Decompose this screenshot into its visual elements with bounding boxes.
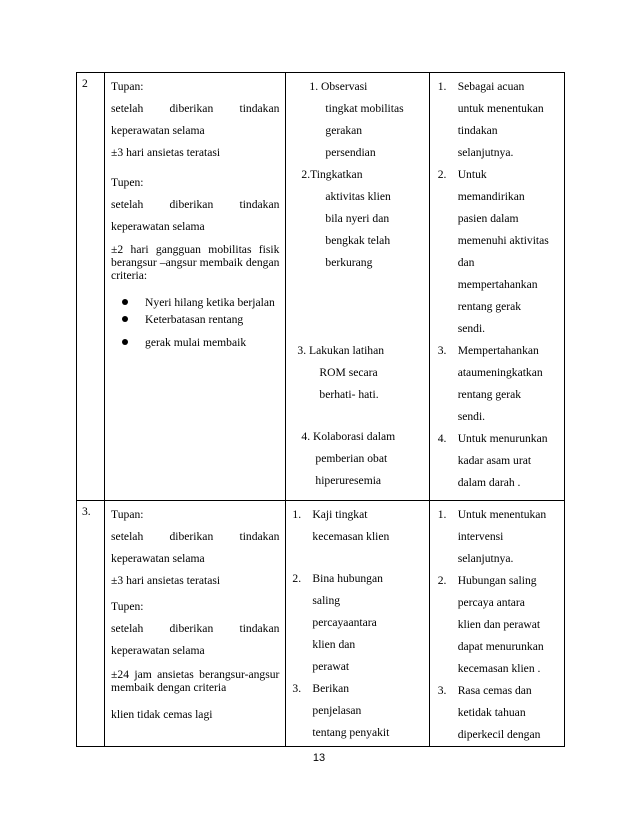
intervention-item: 2.Tingkatkan: [301, 168, 363, 181]
rationale-line: kadar asam urat: [457, 454, 532, 467]
row-number-cell: [77, 501, 105, 747]
intervention-cell: [286, 501, 429, 747]
intervention-line: bengkak telah: [325, 234, 391, 247]
list-item: Keterbatasan rentang: [145, 313, 279, 326]
intervention-line: saling: [312, 594, 341, 607]
rationale-cell: [429, 73, 564, 501]
intervention-line: percayaantara: [312, 616, 377, 629]
rationale-line: rentang gerak: [457, 388, 522, 401]
rationale-line: ataumeningkatkan: [457, 366, 543, 379]
bullet-icon: [122, 299, 128, 305]
tupan-line: ±3 hari ansietas teratasi: [111, 574, 221, 587]
intervention-item: 4. Kolaborasi dalam: [301, 430, 396, 443]
intervention-line: hiperuresemia: [315, 474, 382, 487]
intervention-line: kecemasan klien: [312, 530, 390, 543]
list-item: gerak mulai membaik: [145, 336, 279, 349]
tupan-line: setelah diberikan tindakan: [111, 102, 280, 115]
tupan-line: keperawatan selama: [111, 552, 205, 565]
rationale-item: 3. Mempertahankan: [437, 344, 539, 357]
tupen-criteria: ±2 hari gangguan mobilitas fisik berangsur –angsur membaik dengan criteria:: [111, 243, 280, 282]
bullet-icon: [122, 316, 128, 322]
rationale-item: 2. Hubungan saling: [437, 574, 537, 587]
criteria-list: [105, 296, 285, 349]
tupen-line: keperawatan selama: [111, 220, 205, 233]
intervention-line: berhati- hati.: [319, 388, 379, 401]
intervention-item: 3. Lakukan latihan: [297, 344, 385, 357]
nursing-care-plan-table: [76, 72, 565, 747]
rationale-line: memandirikan: [457, 190, 525, 203]
intervention-line: tingkat mobilitas: [325, 102, 404, 115]
intervention-line: persendian: [325, 146, 376, 159]
rationale-item: 1. Sebagai acuan: [437, 80, 525, 93]
list-item: Nyeri hilang ketika berjalan: [145, 296, 279, 309]
rationale-line: sendi.: [457, 322, 486, 335]
tupen-line: keperawatan selama: [111, 644, 205, 657]
rationale-line: mempertahankan: [457, 278, 538, 291]
intervention-item: 3. Berikan: [292, 682, 350, 695]
intervention-item: 2. Bina hubungan: [292, 572, 383, 585]
intervention-line: pemberian obat: [315, 452, 388, 465]
rationale-line: diperkecil dengan: [457, 728, 541, 741]
rationale-line: dalam darah .: [457, 476, 521, 489]
tupan-line: ±3 hari ansietas teratasi: [111, 146, 221, 159]
rationale-line: percaya antara: [457, 596, 525, 609]
intervention-item: 1. Kaji tingkat: [292, 508, 368, 521]
intervention-line: penjelasan: [312, 704, 362, 717]
tupan-line: setelah diberikan tindakan: [111, 530, 280, 543]
bullet-icon: [122, 339, 128, 345]
intervention-line: berkurang: [325, 256, 373, 269]
tupan-label: Tupan:: [111, 80, 144, 93]
rationale-item: 1. Untuk menentukan: [437, 508, 547, 521]
rationale-line: untuk menentukan: [457, 102, 544, 115]
rationale-line: dapat menurunkan: [457, 640, 544, 653]
goal-cell: [105, 501, 286, 747]
tupan-label: Tupan:: [111, 508, 144, 521]
row-number-cell: [77, 73, 105, 501]
intervention-item: 1. Observasi: [309, 80, 368, 93]
intervention-line: perawat: [312, 660, 350, 673]
tupan-line: keperawatan selama: [111, 124, 205, 137]
rationale-item: 2. Untuk: [437, 168, 487, 181]
intervention-line: gerakan: [325, 124, 363, 137]
rationale-cell: [429, 501, 564, 747]
tupen-label: Tupen:: [111, 176, 144, 189]
rationale-line: pasien dalam: [457, 212, 519, 225]
tupen-label: Tupen:: [111, 600, 144, 613]
rationale-line: rentang gerak: [457, 300, 522, 313]
rationale-line: ketidak tahuan: [457, 706, 526, 719]
tupen-line: setelah diberikan tindakan: [111, 622, 280, 635]
rationale-line: kecemasan klien .: [457, 662, 541, 675]
row-number: 2: [82, 77, 88, 90]
rationale-line: klien dan perawat: [457, 618, 541, 631]
rationale-line: intervensi: [457, 530, 504, 543]
table-row: [77, 73, 565, 501]
intervention-line: aktivitas klien: [325, 190, 391, 203]
rationale-line: memenuhi aktivitas: [457, 234, 549, 247]
rationale-item: 4. Untuk menurunkan: [437, 432, 548, 445]
row-number: 3.: [82, 505, 91, 518]
tupen-line: klien tidak cemas lagi: [111, 708, 213, 721]
intervention-line: bila nyeri dan: [325, 212, 390, 225]
intervention-line: tentang penyakit: [312, 726, 390, 739]
page-number: 13: [312, 752, 326, 764]
tupen-line: setelah diberikan tindakan: [111, 198, 280, 211]
rationale-line: dan: [457, 256, 475, 269]
table-row: [77, 501, 565, 747]
rationale-item: 3. Rasa cemas dan: [437, 684, 532, 697]
tupen-criteria: ±24 jam ansietas berangsur-angsur membaik dengan criteria: [111, 668, 280, 694]
rationale-line: selanjutnya.: [457, 146, 514, 159]
rationale-line: sendi.: [457, 410, 486, 423]
intervention-line: klien dan: [312, 638, 356, 651]
goal-cell: [105, 73, 286, 501]
intervention-cell: [286, 73, 429, 501]
intervention-line: ROM secara: [319, 366, 378, 379]
rationale-line: selanjutnya.: [457, 552, 514, 565]
rationale-line: tindakan: [457, 124, 498, 137]
